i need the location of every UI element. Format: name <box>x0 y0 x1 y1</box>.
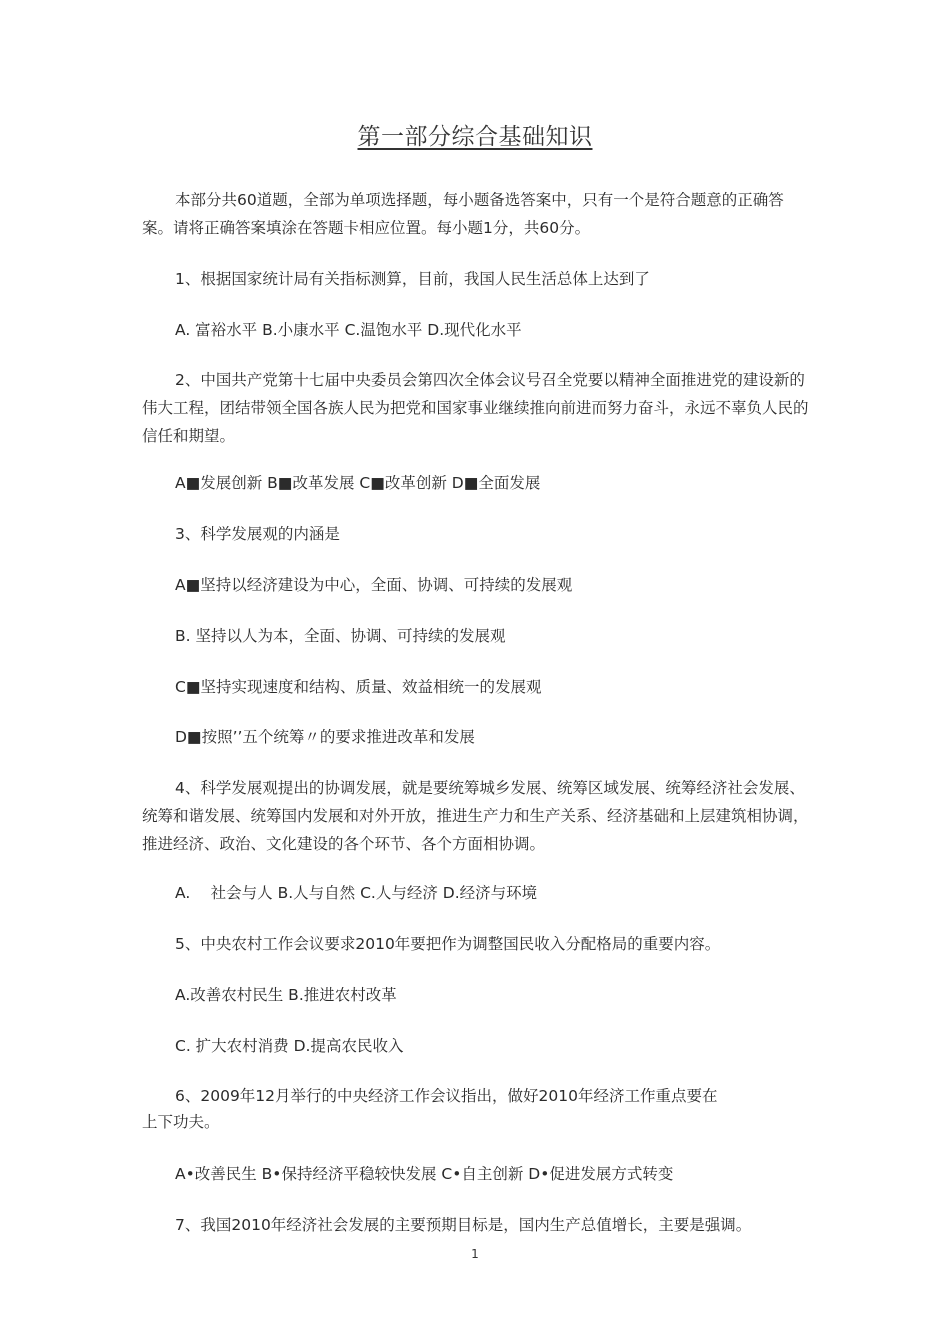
question-7-stem: 7、我国2010年经济社会发展的主要预期目标是，国内生产总值增长，主要是强调。 <box>175 1216 752 1234</box>
question-2-stem: 2、中国共产党第十七届中央委员会第四次全体会议号召全党要以精神全面推进党的建设新的伟大工程，团结带领全国各族人民为把党和国家事业继续推向前进而努力奋斗，永远不辜负人民的信任和期望。 <box>142 371 809 445</box>
question-1-stem: 1、根据国家统计局有关指标测算，目前，我国人民生活总体上达到了 <box>175 270 650 288</box>
question-5-stem: 5、中央农村工作会议要求2010年要把作为调整国民收入分配格局的重要内容。 <box>175 935 721 953</box>
question-3-stem: 3、科学发展观的内涵是 <box>175 525 340 543</box>
question-5-options-ab: A.改善农村民生 B.推进农村改革 <box>175 986 397 1004</box>
question-6-options: A•改善民生 B•保持经济平稳较快发展 C•自主创新 D•促进发展方式转变 <box>175 1165 674 1183</box>
question-2-options: A■发展创新 B■改革发展 C■改革创新 D■全面发展 <box>175 474 541 492</box>
question-1-options: A. 富裕水平 B.小康水平 C.温饱水平 D.现代化水平 <box>175 321 522 339</box>
question-3-option-b: B. 坚持以人为本，全面、协调、可持续的发展观 <box>175 627 506 645</box>
question-4-options: A. 社会与人 B.人与自然 C.人与经济 D.经济与环境 <box>175 884 538 902</box>
question-6-stem-line1: 6、2009年12月举行的中央经济工作会议指出，做好2010年经济工作重点要在 <box>175 1087 718 1105</box>
question-3-option-c: C■坚持实现速度和结构、质量、效益相统一的发展观 <box>175 678 542 696</box>
question-4-stem: 4、科学发展观提出的协调发展，就是要统筹城乡发展、统筹区域发展、统筹经济社会发展、统筹和谐发展、统筹国内发展和对外开放，推进生产力和生产关系、经济基础和上层建筑相协调，推进经济、政治、文化建设的各个环节、各个方面相协调。 <box>142 779 809 853</box>
question-3-option-d: D■按照’’五个统筹〃的要求推进改革和发展 <box>175 728 475 746</box>
page-number: 1 <box>471 1247 479 1261</box>
question-5-options-cd: C. 扩大农村消费 D.提高农民收入 <box>175 1037 404 1055</box>
page-title: 第一部分综合基础知识 <box>357 124 593 150</box>
intro-paragraph: 本部分共60道题，全部为单项选择题，每小题备选答案中，只有一个是符合题意的正确答案。请将正确答案填涂在答题卡相应位置。每小题1分，共60分。 <box>142 191 784 237</box>
question-6-stem-line2: 上下功夫。 <box>142 1113 220 1131</box>
question-3-option-a: A■坚持以经济建设为中心，全面、协调、可持续的发展观 <box>175 576 573 594</box>
